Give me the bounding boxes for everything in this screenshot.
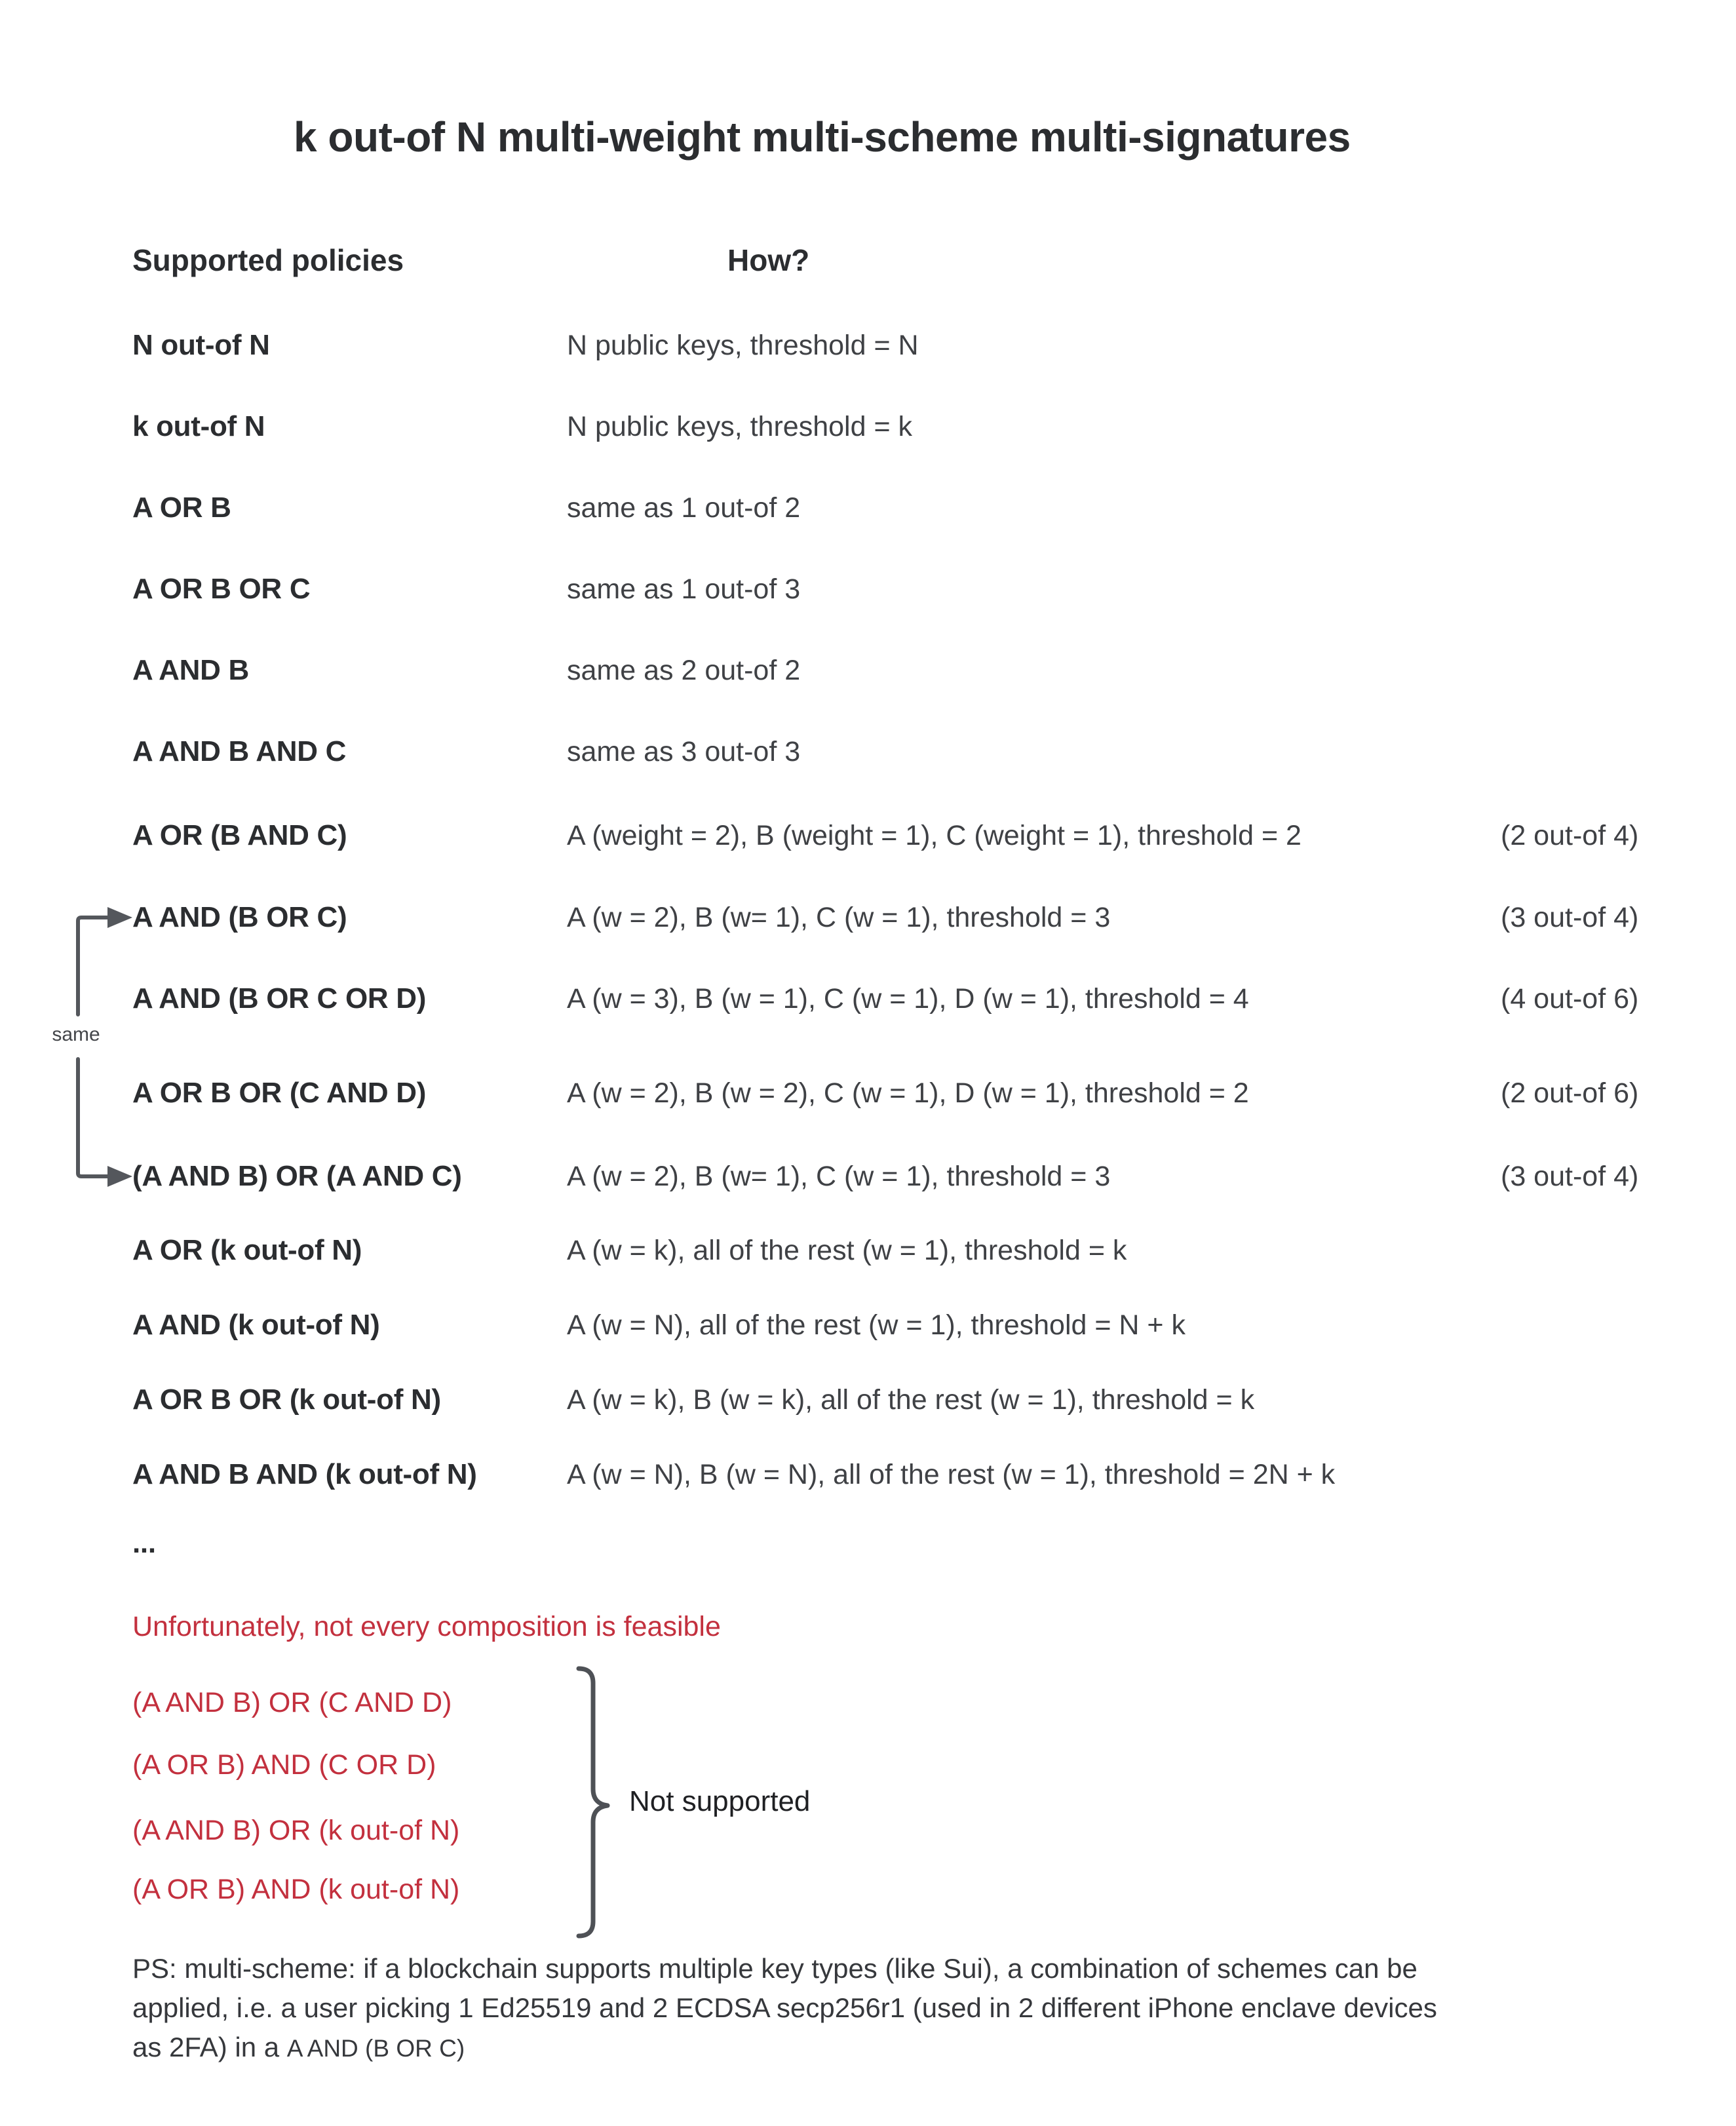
infeasible-item: (A OR B) AND (C OR D) xyxy=(132,1749,436,1781)
page-title: k out-of N multi-weight multi-scheme multi-signatures xyxy=(294,113,1351,161)
infeasible-item: (A AND B) OR (k out-of N) xyxy=(132,1815,460,1846)
how-text: same as 2 out-of 2 xyxy=(567,655,801,686)
policy-label: A AND (B OR C OR D) xyxy=(132,982,427,1015)
policy-label: A AND (B OR C) xyxy=(132,901,347,933)
policy-label: A OR B OR C xyxy=(132,573,311,605)
not-supported-label: Not supported xyxy=(629,1785,811,1817)
same-label: same xyxy=(52,1024,100,1045)
policy-label: N out-of N xyxy=(132,329,270,361)
out-of-note: (2 out-of 6) xyxy=(1501,1077,1639,1109)
policy-label: A OR B OR (k out-of N) xyxy=(132,1383,441,1416)
arrow-right-icon xyxy=(107,907,132,928)
policy-label: A OR B OR (C AND D) xyxy=(132,1077,427,1109)
how-text: A (w = N), all of the rest (w = 1), threshold = N + k xyxy=(567,1309,1186,1341)
table-row xyxy=(0,1523,1736,1564)
ps-line-3-policy: A AND (B OR C) xyxy=(286,2035,465,2062)
policy-label: A AND B AND C xyxy=(132,735,347,767)
table-row xyxy=(0,897,1736,938)
table-row xyxy=(0,1305,1736,1345)
table-row xyxy=(0,731,1736,772)
policy-label: (A AND B) OR (A AND C) xyxy=(132,1160,462,1192)
table-row xyxy=(0,325,1736,366)
table-row xyxy=(0,1230,1736,1271)
table-row xyxy=(0,488,1736,528)
ps-line-2: applied, i.e. a user picking 1 Ed25519 and 2 ECDSA secp256r1 (used in 2 different iPhone enclave devices xyxy=(132,1992,1437,2023)
column-header-policies: Supported policies xyxy=(132,243,404,277)
policy-label: A AND B AND (k out-of N) xyxy=(132,1458,477,1490)
how-text: N public keys, threshold = N xyxy=(567,330,919,361)
table-row xyxy=(0,815,1736,856)
table-row xyxy=(0,1380,1736,1420)
infeasible-heading: Unfortunately, not every composition is feasible xyxy=(132,1611,721,1642)
ps-note xyxy=(132,1949,1437,2068)
out-of-note: (3 out-of 4) xyxy=(1501,902,1639,933)
how-text: A (w = k), B (w = k), all of the rest (w = 1), threshold = k xyxy=(567,1384,1255,1416)
table-row xyxy=(0,1073,1736,1113)
how-text: same as 1 out-of 2 xyxy=(567,492,801,524)
table-row xyxy=(0,1156,1736,1197)
policy-label: A OR B xyxy=(132,492,231,524)
how-text: A (w = k), all of the rest (w = 1), threshold = k xyxy=(567,1235,1127,1266)
infeasible-item: (A AND B) OR (C AND D) xyxy=(132,1687,452,1718)
table-row xyxy=(0,650,1736,691)
table-row xyxy=(0,569,1736,609)
how-text: A (w = 2), B (w= 1), C (w = 1), threshold = 3 xyxy=(567,902,1111,933)
policy-label: ... xyxy=(132,1527,156,1559)
ps-line-1: PS: multi-scheme: if a blockchain supports multiple key types (like Sui), a combination of schemes can be xyxy=(132,1953,1418,1984)
policy-label: A AND B xyxy=(132,654,249,686)
table-row xyxy=(0,406,1736,447)
policy-label: A AND (k out-of N) xyxy=(132,1309,380,1341)
how-text: A (w = 2), B (w= 1), C (w = 1), threshold = 3 xyxy=(567,1161,1111,1192)
how-text: A (w = 2), B (w = 2), C (w = 1), D (w = 1), threshold = 2 xyxy=(567,1077,1249,1109)
table-row xyxy=(0,978,1736,1019)
how-text: N public keys, threshold = k xyxy=(567,411,913,442)
policy-label: k out-of N xyxy=(132,410,265,442)
infeasible-item: (A OR B) AND (k out-of N) xyxy=(132,1874,460,1905)
policy-label: A OR (k out-of N) xyxy=(132,1234,362,1266)
how-text: same as 1 out-of 3 xyxy=(567,573,801,605)
table-row xyxy=(0,1454,1736,1495)
out-of-note: (3 out-of 4) xyxy=(1501,1161,1639,1192)
curly-brace-icon xyxy=(567,1665,626,1940)
ps-line-3-prefix: as 2FA) in a xyxy=(132,2032,287,2062)
out-of-note: (2 out-of 4) xyxy=(1501,820,1639,851)
column-header-how: How? xyxy=(727,243,810,277)
out-of-note: (4 out-of 6) xyxy=(1501,983,1639,1015)
how-text: same as 3 out-of 3 xyxy=(567,736,801,767)
how-text: A (w = N), B (w = N), all of the rest (w = 1), threshold = 2N + k xyxy=(567,1459,1336,1490)
how-text: A (weight = 2), B (weight = 1), C (weight = 1), threshold = 2 xyxy=(567,820,1302,851)
arrow-right-icon xyxy=(107,1166,132,1187)
same-bracket-arrows xyxy=(0,885,170,1212)
ps-line-3 xyxy=(132,2028,1437,2068)
policy-label: A OR (B AND C) xyxy=(132,819,347,851)
how-text: A (w = 3), B (w = 1), C (w = 1), D (w = 1), threshold = 4 xyxy=(567,983,1249,1015)
